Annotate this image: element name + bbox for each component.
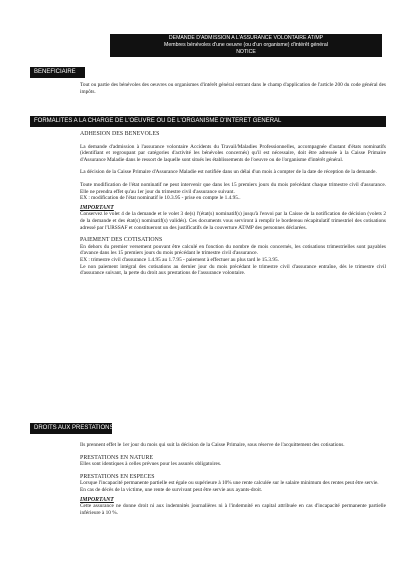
paiement-paragraph-2: Le non paiement intégral des cotisations au dernier jour du mois précédant le trimestre civil d'assurance entraîne, dès le trimestre civil d'assurance suivant, la perte du droit aux prestations de l'assurance volontaire. [80,263,386,277]
subheading-adhesion: ADHESION DES BENEVOLES [80,131,160,137]
document-title: DEMANDE D'ADMISSION A L'ASSURANCE VOLONTAIRE AT/MP [168,35,324,41]
nature-text: Elles sont identiques à celles prévues pour les assurés obligatoires. [80,461,222,468]
section-header-label: FORMALITES A LA CHARGE DE L'OEUVRE OU DE L'ORGANISME D'INTERET GENERAL [34,118,282,124]
droits-paragraph-1: Ils prennent effet le 1er jour du mois qui suit la décision de la Caisse Primaire, sous réserve de l'acquittement des cotisations. [80,442,345,448]
droits-important-text: Cette assurance ne donne droit ni aux indemnités journalières ni à l'indemnité en capital attribuée en cas d'incapacité permanente partielle inférieure à 10 %. [80,503,386,516]
section-header-droits [30,423,112,434]
subheading-prestations-nature: PRESTATIONS EN NATURE [80,454,154,461]
especes-paragraph-2: En cas de décès de la victime, une rente de survivant peut être servie aux ayants-droit. [80,486,263,493]
paiement-example: EX : trimestre civil d'assurance 1.4.95 au 1.7.95 - paiement à effectuer au plus tard le 15.3.95. [80,256,279,263]
formalites-paragraph-2: La décision de la Caisse Primaire d'Assurance Maladie est notifiée dans un délai d'un mois à compter de la date de réception de la demande. [80,169,377,176]
formalites-paragraph-3: Toute modification de l'état nominatif ne peut intervenir que dans les 15 premiers jours du mois précédant chaque trimestre civil d'assurance. Elle ne prendra effet qu'au 1er jour du trimestre civil d'assurance suivant. [80,181,386,195]
important-label-1: IMPORTANT [80,204,114,211]
document-title-box [110,34,382,57]
formalites-paragraph-1: La demande d'admission à l'assurance volontaire Accidents du Travail/Maladies Professionnelles, accompagnée d'autant d'états nominatifs (identifiant et regroupant par catégories d'activité les bénévoles concernés) qu'il est nécessaire, doit être adressée à la Caisse Primaire d'Assurance Maladie dans le ressort de laquelle sont situés les établissements de l'oeuvre ou de l'organisme d'intérêt général. [80,143,386,163]
section-beneficiaire [80,82,386,95]
formalites-example-1: EX : modification de l'état nominatif le 10.3.95 - prise en compte le 1.4.95.. [80,195,241,202]
section-header-formalites [30,116,386,127]
section-header-label: BENEFICIAIRE [34,69,76,75]
paiement-paragraph-1: En dehors du premier versement pouvant être calculé en fonction du nombre de mois concernés, les cotisations trimestrielles sont payables d'avance dans les 15 premiers jours du mois précédant le trimestre civil d'assurance. [80,243,386,257]
subheading-prestations-especes: PRESTATIONS EN ESPECES [80,473,155,480]
document-notice-label: NOTICE [236,49,256,55]
section-formalites [80,131,386,277]
section-droits [80,442,386,516]
section-header-beneficiaire [30,67,85,78]
subheading-paiement: PAIEMENT DES COTISATIONS [80,237,163,244]
important-label-2: IMPORTANT [80,496,114,503]
formalites-important-text: Conservez le volet 4 de la demande et le volet 3 de(s) l'(état(s) nominatif(s) jusqu'à l'envoi par la Caisse de la notification de décision (volets 2 de la demande et des état(s) nominatif(s) validés). Ces documents vous serviront à remplir le bordereau récapitulatif trimestriel des cotisations adressé par l'URSSAF et constitueront un des justificatifs de la couverture AT/MP des personnes déclarées. [80,211,386,231]
section-header-label: DROITS AUX PRESTATIONS [34,425,114,431]
beneficiaire-text: Tout ou partie des bénévoles des oeuvres ou organismes d'intérêt général entrant dans le champ d'application de l'article 200 du code général des impôts. [80,82,386,95]
document-subtitle: Membres bénévoles d'une oeuvre (ou d'un organisme) d'intérêt général [164,42,328,48]
especes-paragraph-1: Lorsque l'incapacité permanente partielle est égale ou supérieure à 10% une rente calculée sur le salaire minimum des rentes peut être servie. [80,480,379,487]
